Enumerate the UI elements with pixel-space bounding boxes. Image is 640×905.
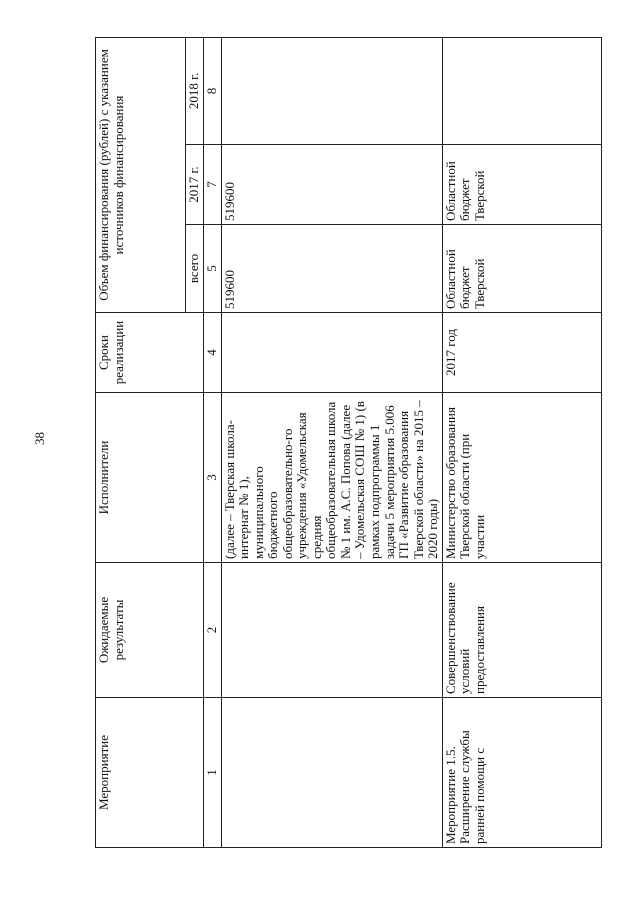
header-2018: 2018 г. xyxy=(186,37,204,144)
header-results: Ожидаемые результаты xyxy=(96,563,204,698)
column-number: 1 xyxy=(204,698,222,848)
header-event: Мероприятие xyxy=(96,698,204,848)
header-terms: Сроки реализации xyxy=(96,313,204,393)
header-executors: Исполнители xyxy=(96,393,204,563)
financing-table xyxy=(95,37,602,848)
rotated-table-container xyxy=(95,38,545,848)
row1-2017: 519600 xyxy=(221,145,442,225)
row1-total: 519600 xyxy=(221,225,442,313)
row2-event: Мероприятие 1.5. Расширение службы ранней помощи с xyxy=(442,698,601,848)
column-number: 2 xyxy=(204,563,222,698)
row1-executor: (далее – Тверская школа-интернат № 1), муниципального бюджетного общеобразовательно-го учреждения «Удомельская средняя общеобразовательная школа № 1 им. А.С. Попова (далее – Удомельская СОШ № 1) (в рамках подпрограммы 1 задачи 5 мероприятия 5.006 ГП «Развитие образования Тверской области» на 2015 – 2020 годы) xyxy=(221,393,442,563)
row2-result: Совершенствование условий предоставления xyxy=(442,563,601,698)
column-number: 3 xyxy=(204,393,222,563)
header-2017: 2017 г. xyxy=(186,145,204,225)
row1-2018 xyxy=(221,37,442,144)
column-number: 7 xyxy=(204,145,222,225)
row1-event xyxy=(221,698,442,848)
column-number: 4 xyxy=(204,313,222,393)
row2-executor: Министерство образования Тверской области (при участии xyxy=(442,393,601,563)
page-number: 38 xyxy=(32,432,47,445)
row2-term: 2017 год xyxy=(442,313,601,393)
row2-2018 xyxy=(442,37,601,144)
table-row xyxy=(442,37,601,847)
header-total: всего xyxy=(186,225,204,313)
column-number: 8 xyxy=(204,37,222,144)
row1-result xyxy=(221,563,442,698)
row2-total: Областной бюджет Тверской xyxy=(442,225,601,313)
column-number: 5 xyxy=(204,225,222,313)
row2-2017: Областной бюджет Тверской xyxy=(442,145,601,225)
header-financing: Объем финансирования (рублей) с указанием источников финансирования xyxy=(96,37,186,312)
row1-term xyxy=(221,313,442,393)
table-row xyxy=(221,37,442,847)
